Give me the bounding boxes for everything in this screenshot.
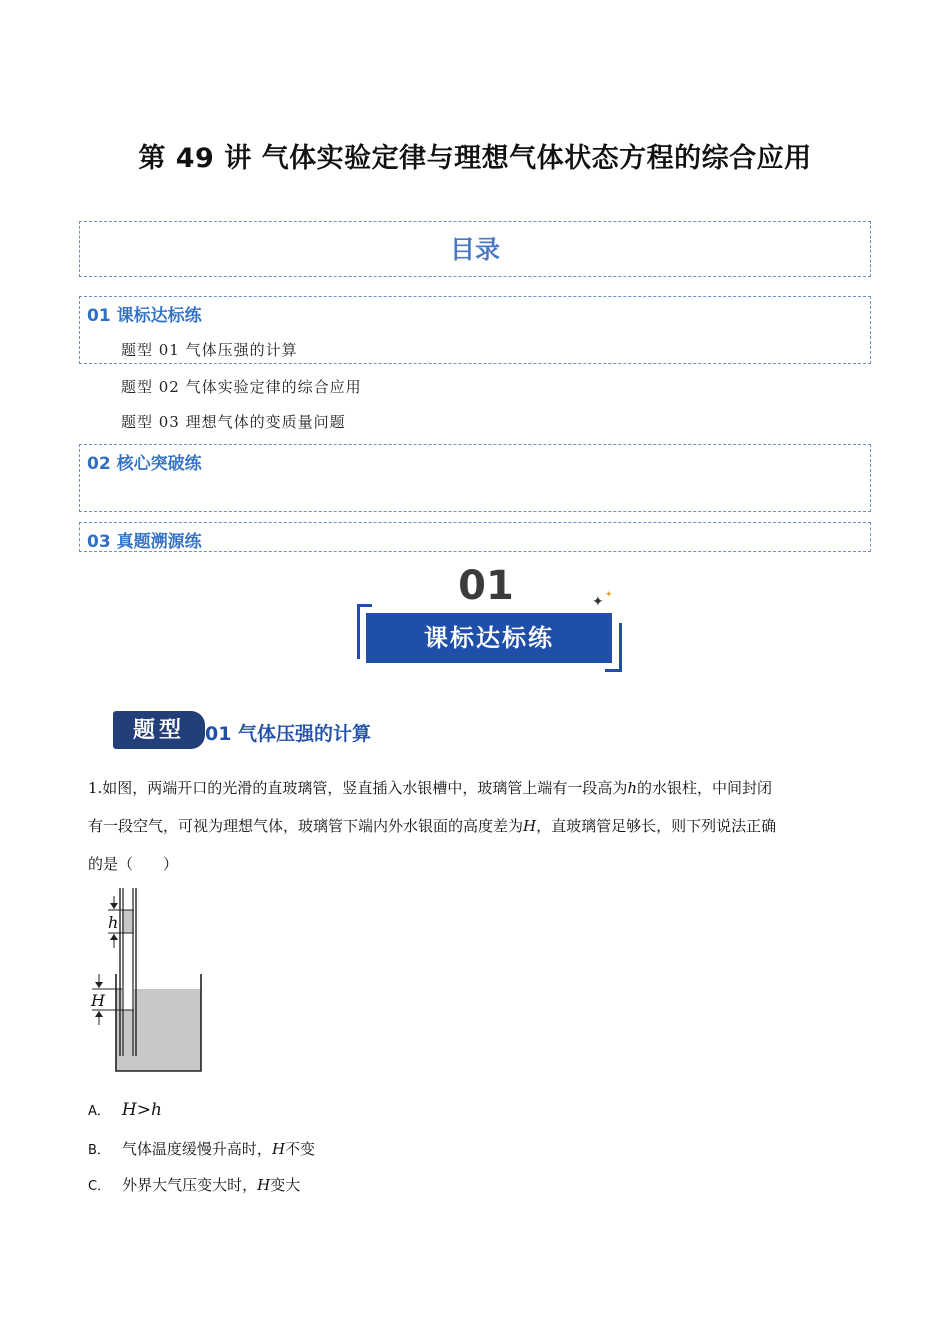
page-title: 第 49 讲 气体实验定律与理想气体状态方程的综合应用 <box>138 143 812 174</box>
toc-item-03[interactable]: 题型 03 理想气体的变质量问题 <box>121 413 346 431</box>
banner-number: 01 <box>458 563 514 609</box>
toc-section-03-label[interactable]: 03 真题溯源练 <box>87 532 202 552</box>
tube-diagram <box>86 888 208 1078</box>
question-type-tag: 题型 <box>113 711 205 749</box>
option-label: A． <box>88 1104 110 1119</box>
banner-label: 课标达标练 <box>366 613 612 663</box>
toc-section-02-label[interactable]: 02 核心突破练 <box>87 454 202 474</box>
option-label: C． <box>88 1179 111 1194</box>
option-b[interactable] <box>88 1138 315 1159</box>
question-line-1 <box>88 777 772 799</box>
var-h: h <box>627 779 637 797</box>
option-text: 外界大气压变大时， <box>122 1176 258 1194</box>
option-var: H <box>121 1100 137 1120</box>
option-text: 变大 <box>270 1176 301 1194</box>
toc-section-01-label[interactable]: 01 课标达标练 <box>87 306 202 326</box>
option-var: H <box>257 1176 271 1194</box>
h-arrowhead-top <box>110 903 118 909</box>
tube-air-lower <box>122 989 134 1010</box>
option-expr: >h <box>136 1100 162 1120</box>
mercury-column <box>122 910 134 933</box>
question-text: 1.如图，两端开口的光滑的直玻璃管，竖直插入水银槽中，玻璃管上端有一段高为 <box>88 779 628 797</box>
H-arrowhead-bottom <box>95 1011 103 1017</box>
option-c[interactable] <box>88 1174 300 1195</box>
var-H: H <box>523 817 537 835</box>
toc-item-01[interactable]: 题型 01 气体压强的计算 <box>121 341 298 359</box>
question-text: ，直玻璃管足够长，则下列说法正确 <box>536 817 777 835</box>
question-text: 的水银柱，中间封闭 <box>637 779 773 797</box>
toc-item-02[interactable]: 题型 02 气体实验定律的综合应用 <box>121 378 362 396</box>
toc-heading: 目录 <box>449 235 500 264</box>
figure-label-H: H <box>91 991 105 1010</box>
sparkle-icon: ✦ <box>592 594 604 610</box>
H-arrowhead-top <box>95 982 103 988</box>
option-text: 不变 <box>285 1140 316 1158</box>
option-a[interactable] <box>88 1100 162 1120</box>
h-arrowhead-bottom <box>110 934 118 940</box>
option-label: B． <box>88 1143 110 1158</box>
question-line-2 <box>88 815 776 837</box>
sparkle-small-icon: ✦ <box>605 590 613 600</box>
question-type-title: 01 气体压强的计算 <box>205 723 372 745</box>
option-var: H <box>271 1140 286 1158</box>
figure-label-h: h <box>108 913 119 932</box>
question-line-3: 的是（ ） <box>88 855 179 873</box>
question-text: 有一段空气，可视为理想气体，玻璃管下端内外水银面的高度差为 <box>88 817 524 835</box>
toc-heading-box <box>79 221 871 277</box>
option-text: 气体温度缓慢升高时， <box>121 1140 272 1158</box>
